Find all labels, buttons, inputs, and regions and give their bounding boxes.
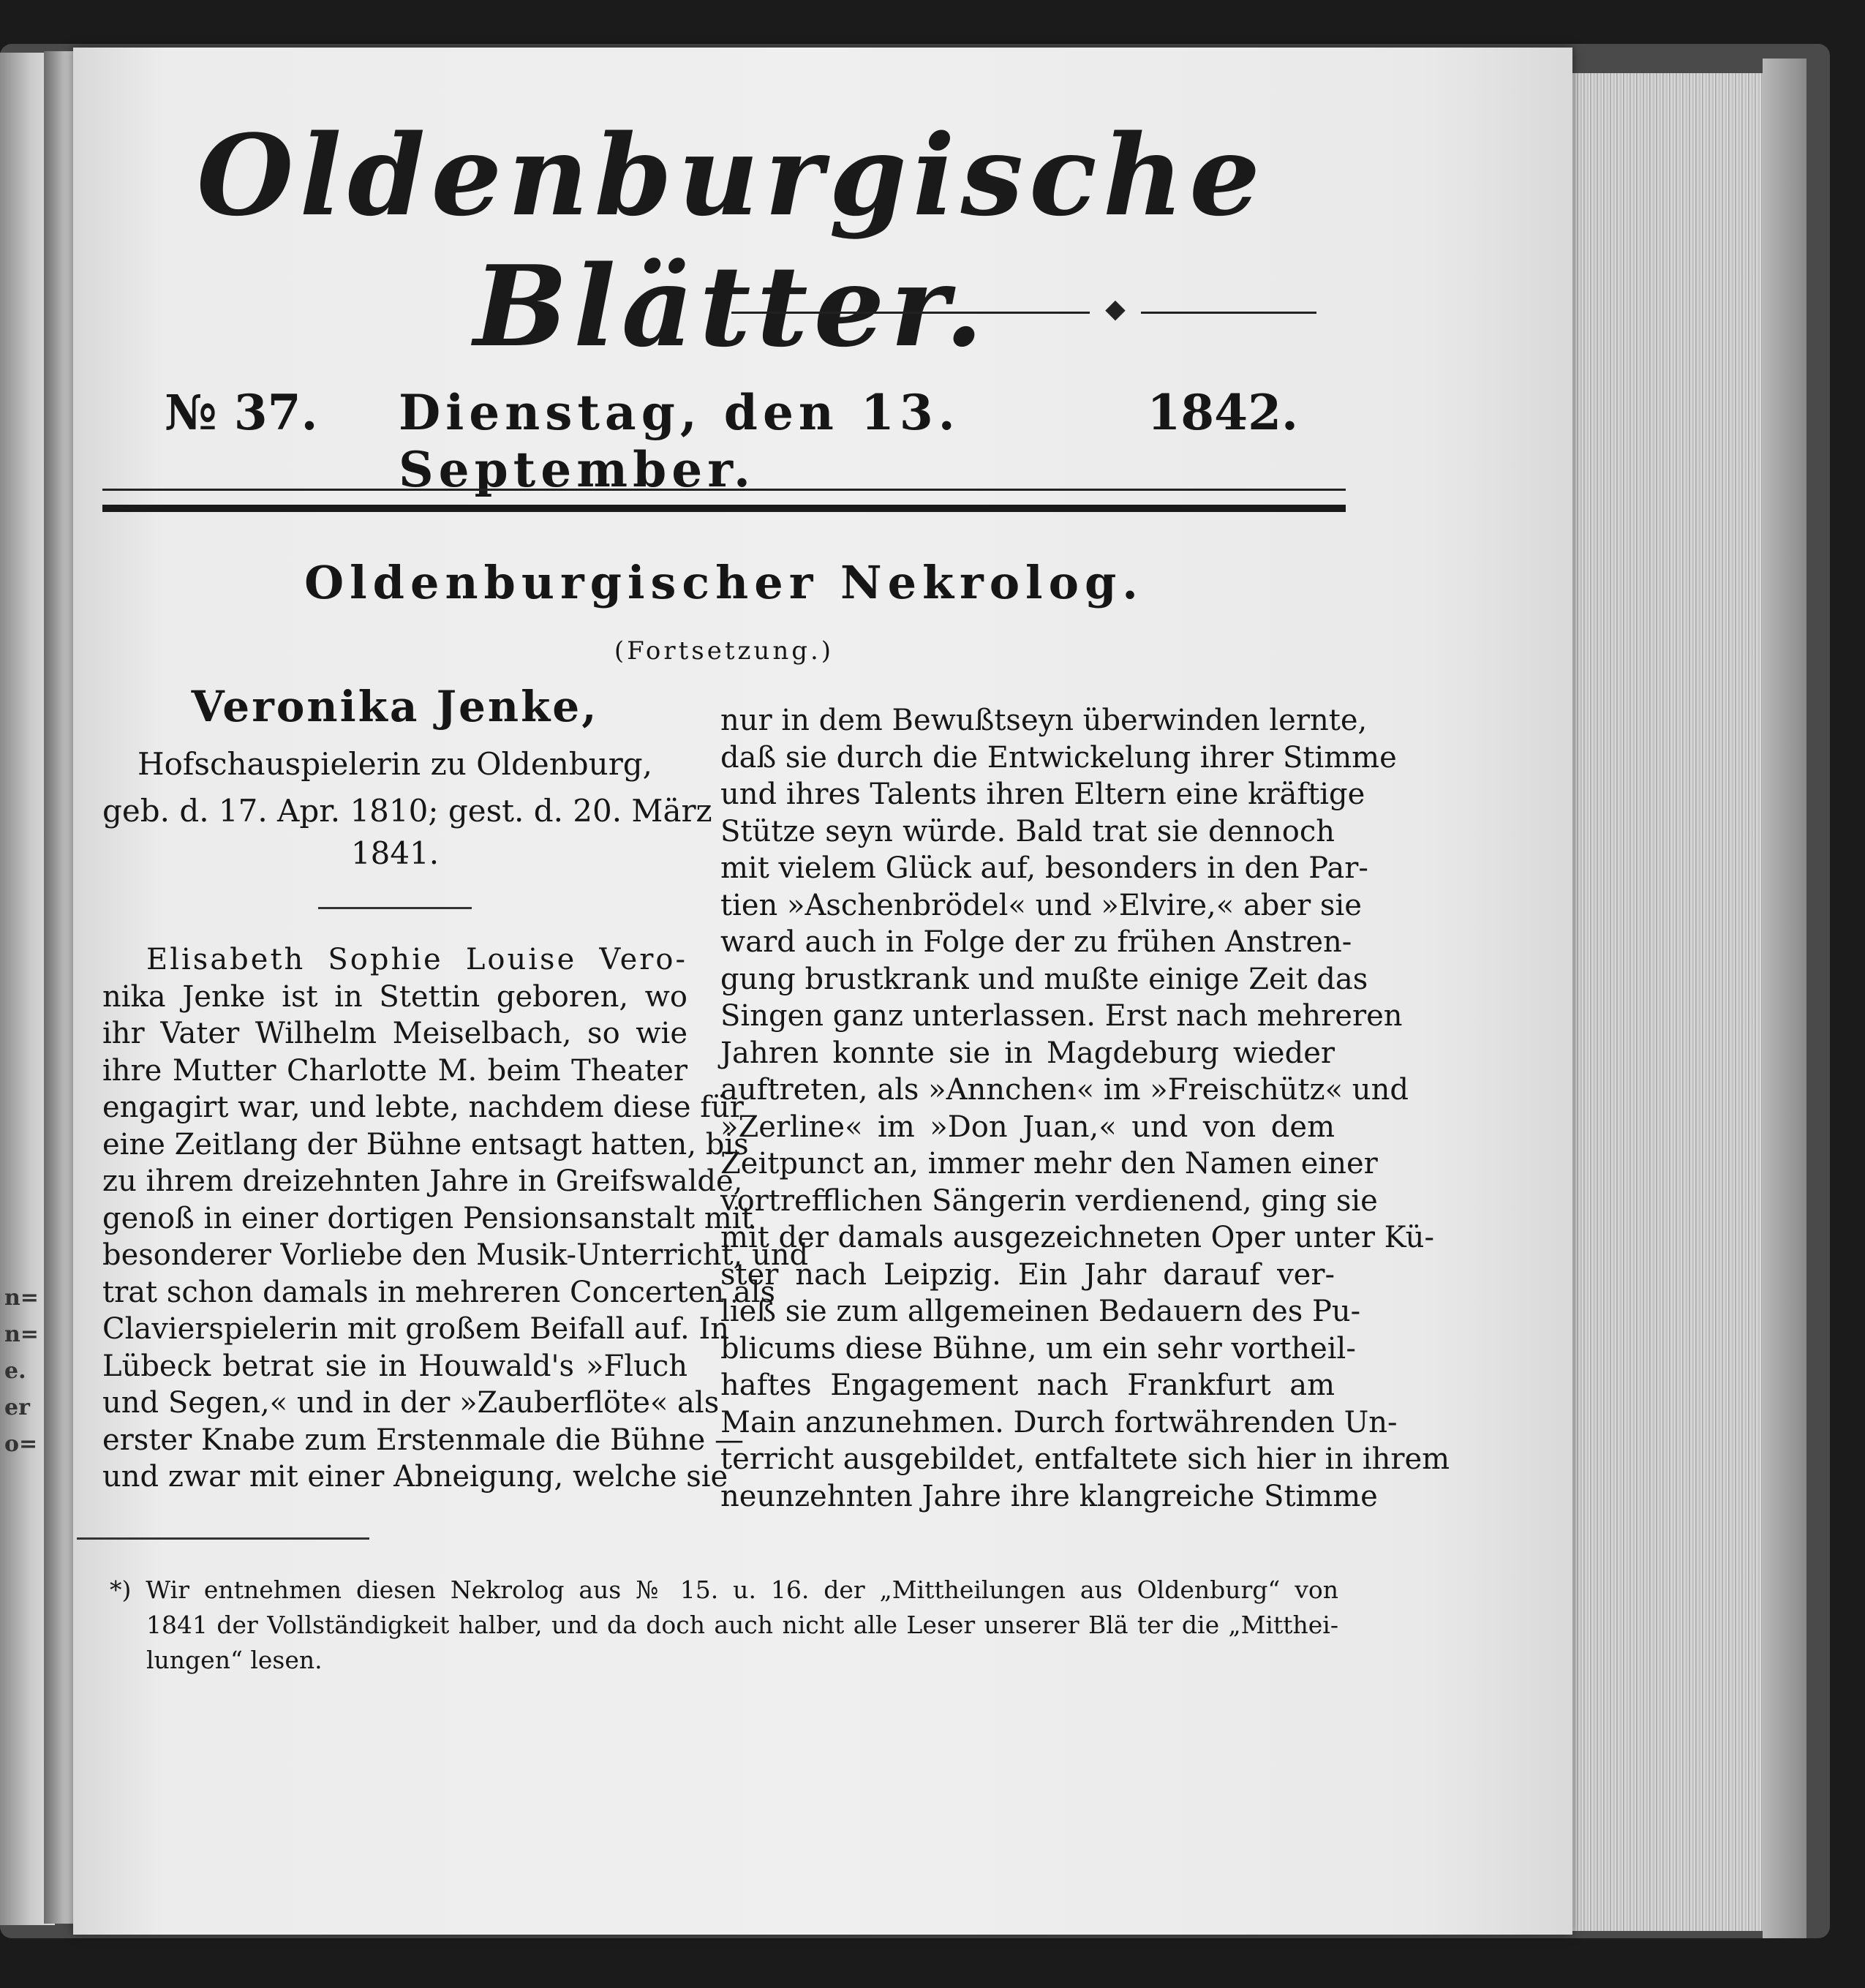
ornament-diamond-icon: ◆ — [1105, 294, 1126, 324]
text-line: trat schon damals in mehreren Concerten als — [102, 1275, 776, 1309]
text-line: auftreten, als »Annchen« im »Freischütz« und — [720, 1073, 1409, 1107]
text-line: daß sie durch die Entwickelung ihrer Stimme — [720, 740, 1397, 775]
text-line: gung brustkrank und mußte einige Zeit das — [720, 962, 1368, 996]
text-line: mit vielem Glück auf, besonders in den Par- — [720, 851, 1368, 885]
text-line: Main anzunehmen. Durch fortwährenden Un- — [720, 1405, 1398, 1439]
text-line: nika Jenke ist in Stettin geboren, wo — [102, 979, 687, 1014]
text-line: erster Knabe zum Erstenmale die Bühne — — [102, 1423, 745, 1457]
footnote-line: *) Wir entnehmen diesen Nekrolog aus № 15. u. 16. der „Mittheilungen aus Oldenburg“ von — [110, 1575, 1338, 1604]
page-stack-edge — [1551, 73, 1770, 1931]
entry-dates-line: 1841. — [350, 835, 440, 871]
issue-year: 1842. — [1147, 384, 1298, 441]
header-rule-thin — [102, 489, 1346, 491]
text-line: engagirt war, und lebte, nachdem diese für — [102, 1091, 744, 1124]
entry-name: Veronika Jenke, — [191, 682, 599, 731]
text-line: ihre Mutter Charlotte M. beim Theater — [102, 1053, 687, 1088]
text-line: ihr Vater Wilhelm Meiselbach, so wie — [102, 1017, 687, 1050]
edge-fragment: o= — [4, 1431, 38, 1457]
text-line: nur in dem Bewußtseyn überwinden lernte, — [720, 704, 1368, 737]
section-title: Oldenburgischer Nekrolog. — [304, 556, 1144, 609]
text-line: Clavierspielerin mit großem Beifall auf. In — [102, 1312, 730, 1346]
text-line: Singen ganz unterlassen. Erst nach mehreren — [720, 999, 1403, 1033]
edge-fragment: er — [4, 1395, 30, 1420]
edge-fragment: e. — [4, 1358, 26, 1384]
text-line: Lübeck betrat sie in Houwald's »Fluch — [102, 1349, 687, 1383]
edge-fragment: n= — [4, 1322, 39, 1347]
text-line: und Segen,« und in der »Zauberflöte« als — [102, 1386, 720, 1420]
ornament-rule — [731, 312, 1090, 314]
issue-line — [165, 384, 1298, 498]
text-line: ster nach Leipzig. Ein Jahr darauf ver- — [720, 1257, 1335, 1292]
entry-role: Hofschauspielerin zu Oldenburg, — [137, 746, 653, 782]
text-line: tien »Aschenbrödel« und »Elvire,« aber sie — [720, 888, 1362, 922]
text-line: Zeitpunct an, immer mehr den Namen einer — [720, 1147, 1378, 1181]
text-line: und ihres Talents ihren Eltern eine kräftige — [720, 777, 1365, 811]
text-line: terricht ausgebildet, entfaltete sich hier in ihrem — [720, 1442, 1450, 1476]
book-cover-edge — [1763, 59, 1806, 1938]
section-subtitle: (Fortsetzung.) — [614, 636, 834, 666]
text-line: besonderer Vorliebe den Musik-Unterricht, und — [102, 1238, 809, 1272]
ornament-rule — [1141, 312, 1316, 314]
text-line: Jahren konnte sie in Magdeburg wieder — [720, 1036, 1335, 1070]
text-line: mit der damals ausgezeichneten Oper unter Kü- — [720, 1221, 1434, 1254]
right-column — [720, 702, 1450, 1515]
text-line: Elisabeth Sophie Louise Vero- — [146, 943, 687, 976]
edge-fragment: n= — [4, 1285, 39, 1311]
right-column-body — [720, 702, 1450, 1515]
masthead-title: Oldenburgische Blätter. — [197, 110, 1266, 372]
text-line: eine Zeitlang der Bühne entsagt hatten, bis — [102, 1127, 749, 1161]
footnote-line: lungen“ lesen. — [146, 1646, 323, 1674]
text-line: »Zerline« im »Don Juan,« und von dem — [720, 1110, 1335, 1144]
text-line: ward auch in Folge der zu frühen Anstren- — [720, 925, 1352, 959]
text-line: zu ihrem dreizehnten Jahre in Greifswalde, — [102, 1164, 743, 1198]
text-line: genoß in einer dortigen Pensionsanstalt mit — [102, 1201, 753, 1235]
footnote-line: 1841 der Vollständigkeit halber, und da doch auch nicht alle Leser unserer Blä ter die „Mitthei- — [146, 1611, 1338, 1639]
text-line: neunzehnten Jahre ihre klangreiche Stimme — [720, 1479, 1378, 1513]
header-rule-thick — [102, 505, 1346, 512]
issue-date: Dienstag, den 13. September. — [399, 384, 960, 498]
text-line: und zwar mit einer Abneigung, welche sie — [102, 1460, 728, 1494]
entry-dates-line: geb. d. 17. Apr. 1810; gest. d. 20. März — [102, 793, 712, 829]
entry-divider — [318, 907, 472, 909]
text-line: vortrefflichen Sängerin verdienend, ging sie — [720, 1183, 1378, 1218]
text-line: blicums diese Bühne, um ein sehr vortheil- — [720, 1331, 1356, 1366]
text-line: ließ sie zum allgemeinen Bedauern des Pu- — [720, 1295, 1361, 1328]
text-line: Stütze seyn würde. Bald trat sie dennoch — [720, 814, 1335, 848]
footnote-rule — [77, 1537, 369, 1540]
text-line: haftes Engagement nach Frankfurt am — [720, 1368, 1335, 1402]
left-column — [102, 673, 809, 1496]
issue-number: № 37. — [165, 384, 318, 441]
footnote — [110, 1573, 1338, 1678]
left-column-body — [102, 941, 809, 1496]
entry-dates — [102, 790, 712, 892]
